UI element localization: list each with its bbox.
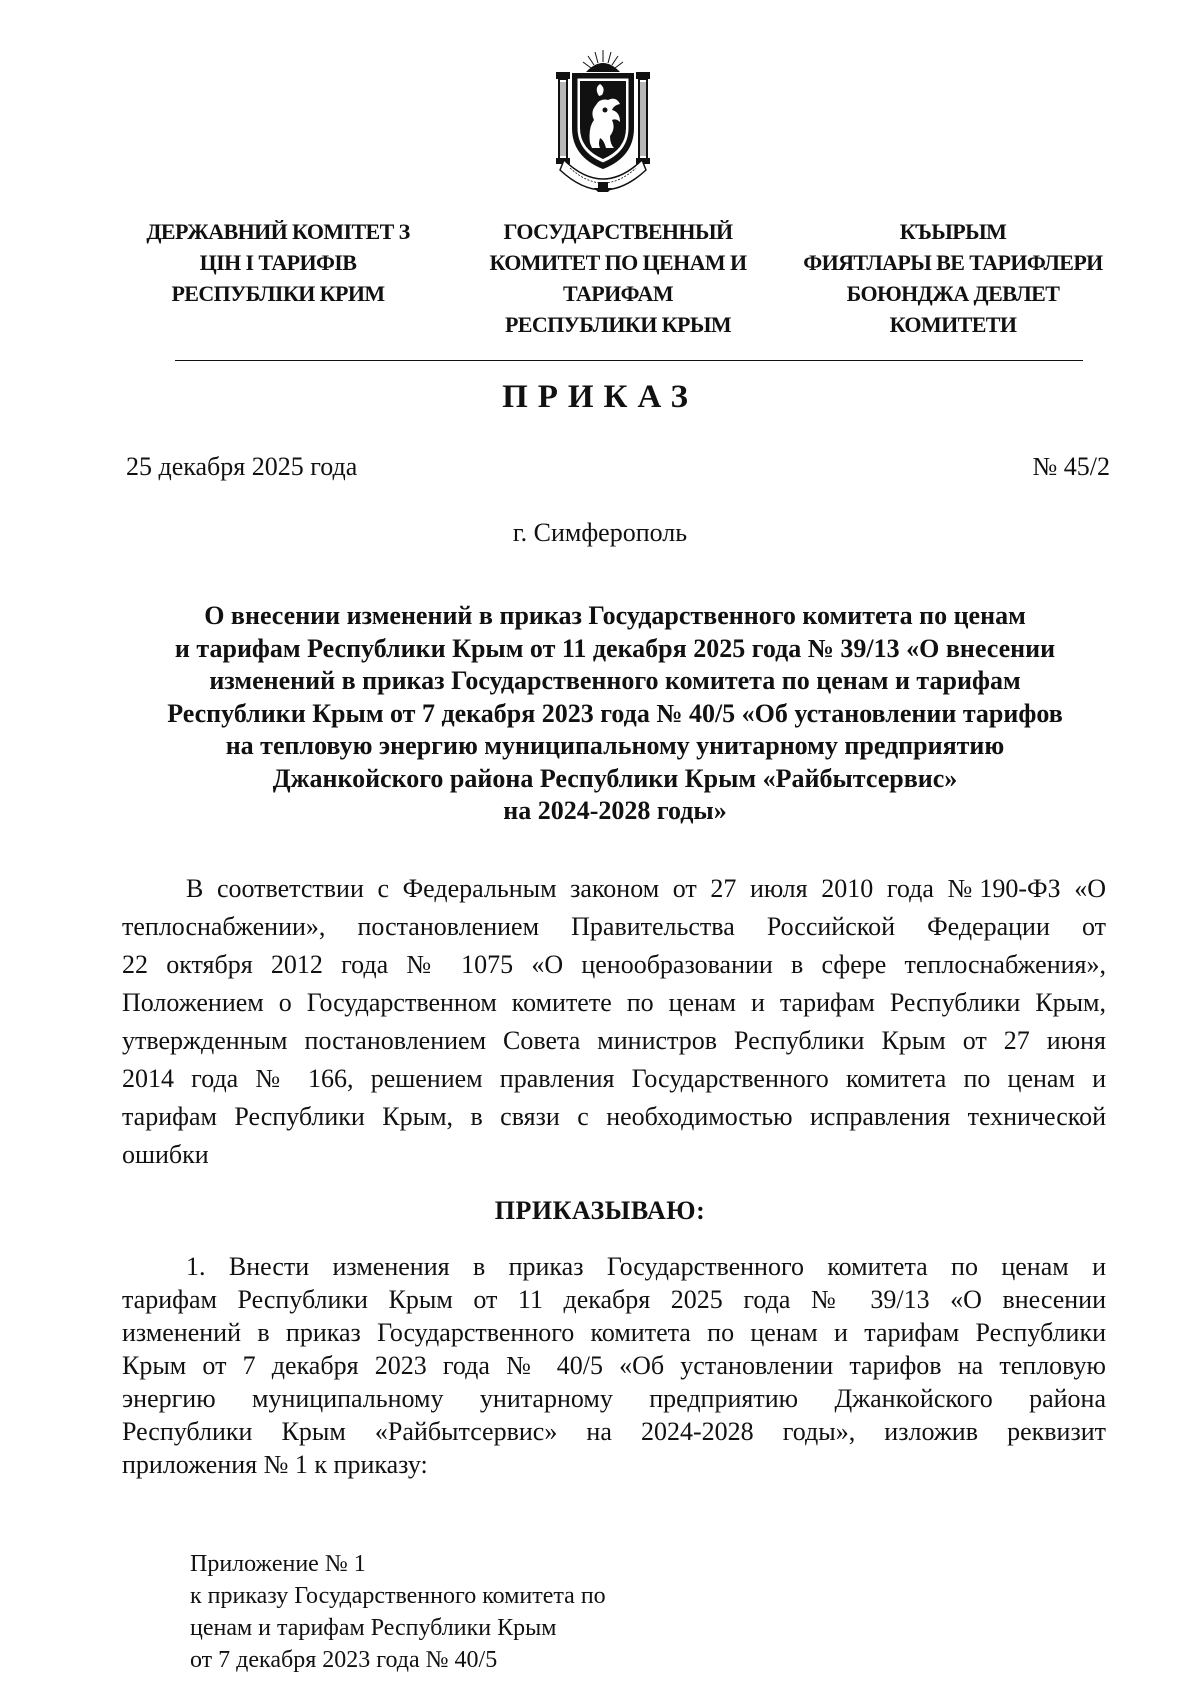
preamble-line: 22 октября 2012 года № 1075 «О ценообразовании в сфере теплоснабжения», (122, 950, 1106, 979)
header-crimean-tatar (788, 216, 1118, 340)
appendix-line: к приказу Государственного комитета по (190, 1583, 606, 1609)
document-title: ПРИКАЗ (502, 379, 698, 415)
subject-line: Республики Крым от 7 декабря 2023 года № 40/5 «Об установлении тарифов (167, 698, 1063, 728)
item-1-line: Крым от 7 декабря 2023 года № 40/5 «Об установлении тарифов на тепловую (122, 1351, 1106, 1380)
appendix-line: Приложение № 1 (190, 1551, 366, 1577)
preamble-line: ошибки (122, 1140, 209, 1169)
item-1-line: изменений в приказ Государственного комитета по ценам и тарифам Республики (122, 1318, 1106, 1347)
subject-line: изменений в приказ Государственного комитета по ценам и тарифам (209, 666, 1021, 695)
preamble-line: В соответствии с Федеральным законом от 27 июля 2010 года №190-ФЗ «О (186, 874, 1106, 903)
subject-line: О внесении изменений в приказ Государственного комитета по ценам (204, 601, 1026, 630)
subject-line: на тепловую энергию муниципальному унитарному предприятию (225, 731, 1005, 760)
subject-line: и тарифам Республики Крым от 11 декабря 2025 года № 39/13 «О внесении (174, 633, 1056, 663)
crimea-coat-of-arms-emblem (550, 48, 656, 193)
item-1-paragraph (122, 1250, 1106, 1481)
header-russian-line: ТАРИФАМ (563, 281, 673, 306)
document-date: 25 декабря 2025 года (126, 452, 358, 481)
item-1-line: 1. Внести изменения в приказ Государственного комитета по ценам и (186, 1252, 1106, 1281)
preamble-line: теплоснабжении», постановлением Правительства Российской Федерации от (122, 912, 1106, 941)
header-ukrainian-line: РЕСПУБЛІКИ КРИМ (171, 281, 385, 306)
preamble-line: 2014 года № 166, решением правления Государственного комитета по ценам и (122, 1064, 1106, 1093)
document-city: г. Симферополь (512, 518, 688, 547)
header-ukrainian (118, 216, 438, 309)
item-1-line: приложения № 1 к приказу: (122, 1450, 428, 1479)
header-russian-line: КОМИТЕТ ПО ЦЕНАМ И (489, 250, 747, 275)
item-1-line: тарифам Республики Крым от 11 декабря 2025 года № 39/13 «О внесении (122, 1285, 1106, 1314)
header-ukrainian-line: ДЕРЖАВНИЙ КОМІТЕТ З (146, 219, 410, 244)
appendix-requisite (190, 1548, 606, 1676)
document-subject (120, 600, 1110, 828)
order-heading: ПРИКАЗЫВАЮ: (494, 1196, 706, 1225)
header-russian-line: ГОСУДАРСТВЕННЫЙ (503, 219, 733, 244)
subject-line: Джанкойского района Республики Крым «Райбытсервис» (272, 763, 958, 793)
preamble-paragraph (122, 870, 1106, 1174)
header-ukrainian-line: ЦІН І ТАРИФІВ (199, 250, 357, 275)
appendix-line: ценам и тарифам Республики Крым (190, 1615, 557, 1641)
header-crimean-tatar-line: КЪЫРЫМ (899, 219, 1007, 244)
subject-line: на 2024-2028 годы» (503, 796, 727, 825)
preamble-line: утвержденным постановлением Совета министров Республики Крым от 27 июня (122, 1026, 1106, 1055)
header-russian (468, 216, 768, 340)
appendix-line: от 7 декабря 2023 года № 40/5 (190, 1647, 498, 1673)
document-number: № 45/2 (1032, 452, 1110, 481)
header-crimean-tatar-line: ФИЯТЛАРЫ ВЕ ТАРИФЛЕРИ (803, 250, 1103, 275)
header-crimean-tatar-line: КОМИТЕТИ (889, 312, 1017, 337)
header-russian-line: РЕСПУБЛИКИ КРЫМ (504, 312, 732, 337)
preamble-line: тарифам Республики Крым, в связи с необходимостью исправления технической (122, 1102, 1106, 1131)
header-crimean-tatar-line: БОЮНДЖА ДЕВЛЕТ (846, 281, 1060, 306)
header-divider (175, 360, 1083, 361)
item-1-line: энергию муниципальному унитарному предприятию Джанкойского района (122, 1384, 1106, 1413)
preamble-line: Положением о Государственном комитете по ценам и тарифам Республики Крым, (122, 988, 1106, 1017)
item-1-line: Республики Крым «Райбытсервис» на 2024-2028 годы», изложив реквизит (122, 1417, 1106, 1446)
